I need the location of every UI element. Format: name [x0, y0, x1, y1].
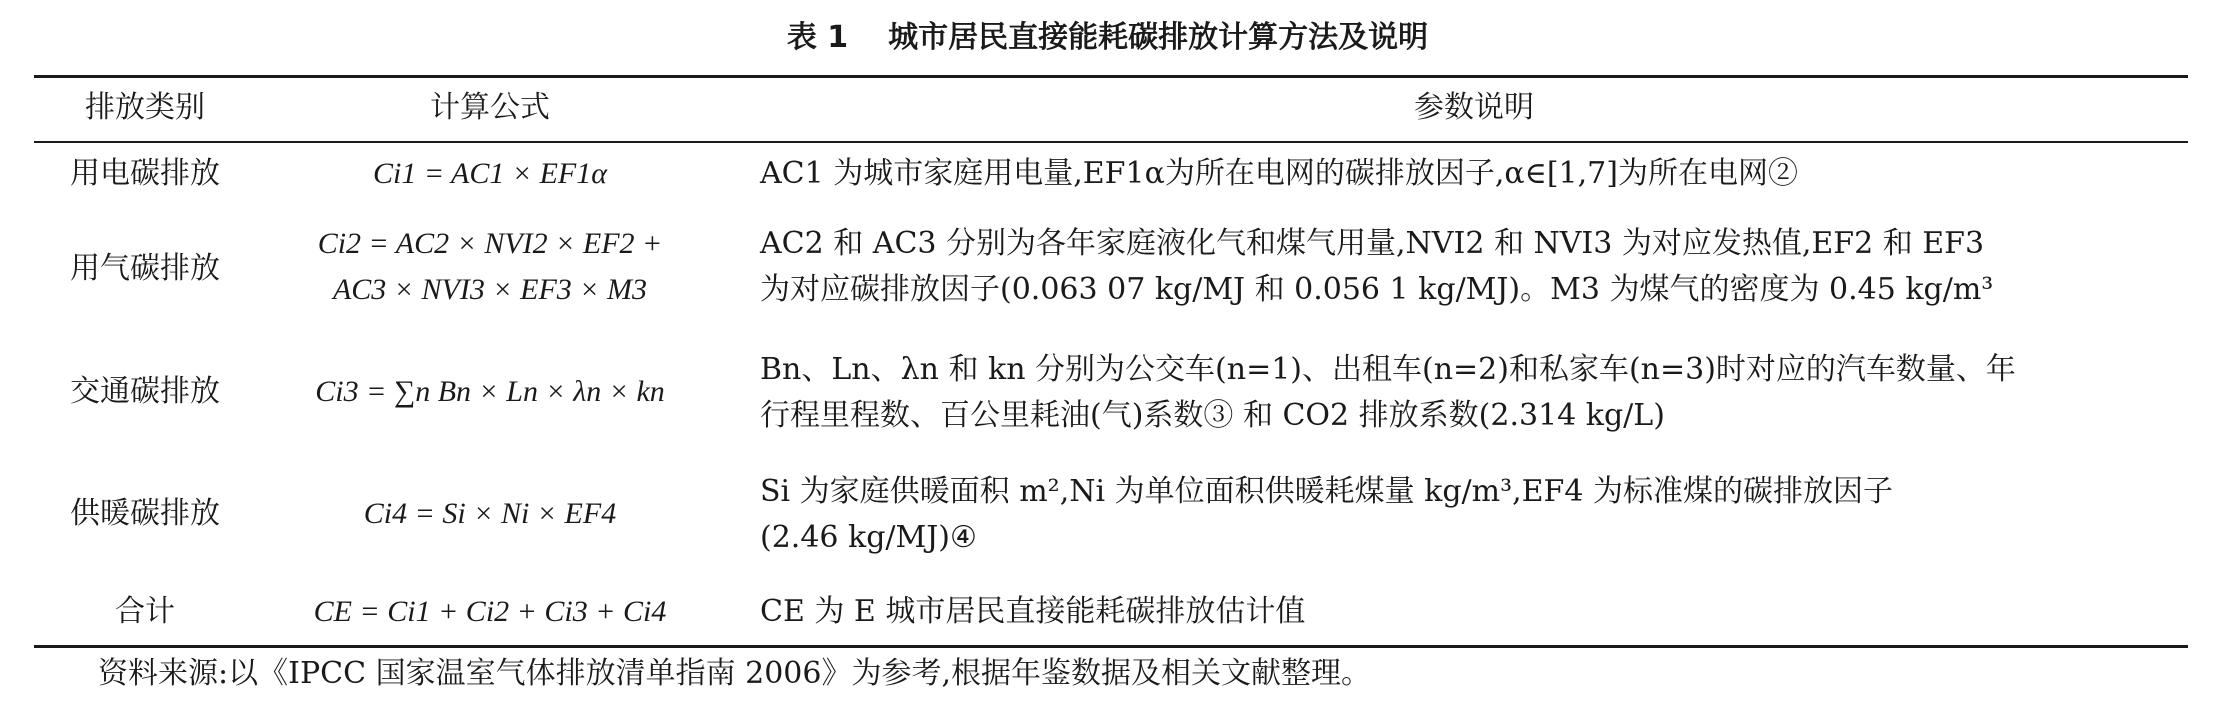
row-3-description-line-1: Bn、Ln、λn 和 kn 分别为公交车(n=1)、出租车(n=2)和私家车(n=3)时对应的汽车数量、年: [760, 352, 2016, 387]
header-formula: 计算公式: [430, 90, 550, 125]
row-2-formula-line-2: AC3 × NVI3 × EF3 × M3: [332, 273, 648, 306]
header-description: 参数说明: [1414, 90, 1534, 125]
row-2-category: 用气碳排放: [70, 251, 220, 286]
bottom-rule: [34, 645, 2188, 648]
row-5-description: CE 为 E 城市居民直接能耗碳排放估计值: [760, 594, 1306, 629]
table-title: 城市居民直接能耗碳排放计算方法及说明: [888, 20, 1429, 55]
row-1-formula: Ci1 = AC1 × EF1α: [372, 157, 608, 190]
header-category: 排放类别: [85, 90, 205, 125]
row-4-category: 供暖碳排放: [70, 496, 220, 531]
row-5-category: 合计: [115, 594, 175, 629]
row-1-category: 用电碳排放: [70, 156, 220, 191]
table-caption: [0, 12, 2215, 56]
row-4-formula: Ci4 = Si × Ni × EF4: [363, 497, 617, 530]
row-4-description-line-1: Si 为家庭供暖面积 m²,Ni 为单位面积供暖耗煤量 kg/m³,EF4 为标准煤的碳排放因子: [760, 474, 1893, 509]
top-rule: [34, 75, 2188, 78]
row-3-description-line-2: 行程里程数、百公里耗油(气)系数③ 和 CO2 排放系数(2.314 kg/L): [760, 398, 1665, 433]
table-number: 表 1: [786, 20, 849, 55]
row-4-description-line-2: (2.46 kg/MJ)④: [760, 520, 977, 555]
header-rule: [34, 141, 2188, 143]
row-5-formula: CE = Ci1 + Ci2 + Ci3 + Ci4: [313, 595, 667, 628]
row-3-category: 交通碳排放: [70, 374, 220, 409]
source-note: 资料来源:以《IPCC 国家温室气体排放清单指南 2006》为参考,根据年鉴数据及相关文献整理。: [98, 656, 1372, 691]
row-1-description: AC1 为城市家庭用电量,EF1α为所在电网的碳排放因子,α∈[1,7]为所在电网②: [760, 156, 1798, 191]
row-2-description-line-2: 为对应碳排放因子(0.063 07 kg/MJ 和 0.056 1 kg/MJ)。M3 为煤气的密度为 0.45 kg/m³: [760, 272, 1994, 307]
row-2-formula-line-1: Ci2 = AC2 × NVI2 × EF2 +: [317, 227, 663, 260]
row-2-description-line-1: AC2 和 AC3 分别为各年家庭液化气和煤气用量,NVI2 和 NVI3 为对应发热值,EF2 和 EF3: [760, 226, 1985, 261]
row-3-formula: Ci3 = ∑n Bn × Ln × λn × kn: [315, 375, 665, 408]
